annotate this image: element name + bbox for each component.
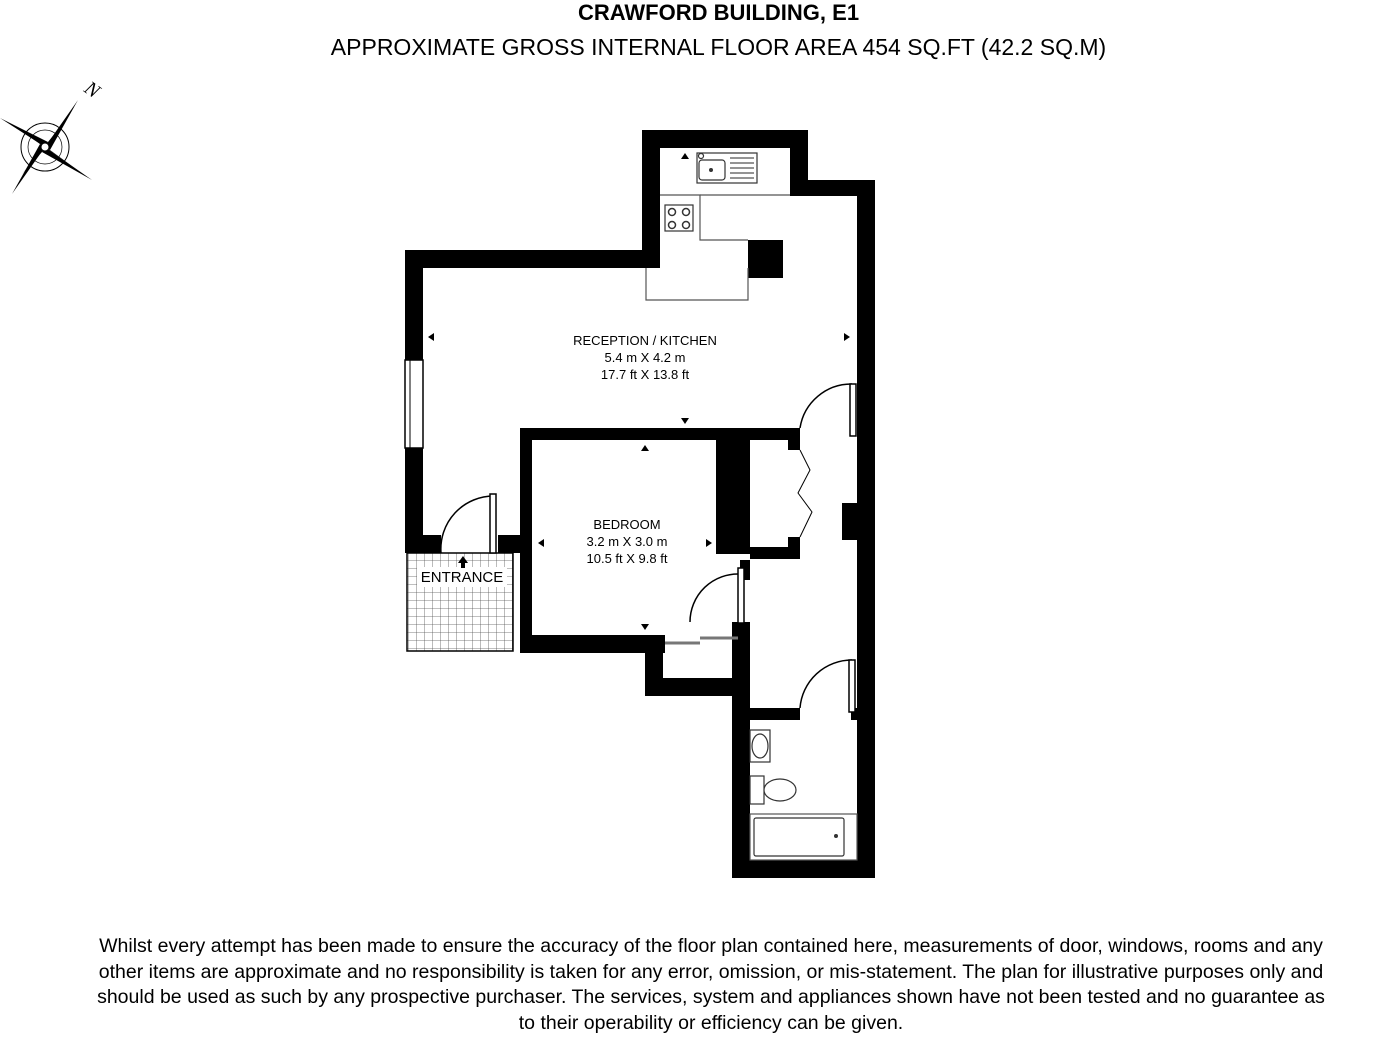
bedroom-imperial: 10.5 ft X 9.8 ft — [586, 551, 668, 566]
walls — [405, 130, 875, 878]
bedroom-metric: 3.2 m X 3.0 m — [586, 534, 668, 549]
floor-area-subtitle: APPROXIMATE GROSS INTERNAL FLOOR AREA 454 SQ.FT (42.2 SQ.M) — [330, 34, 1107, 60]
disclaimer-line: should be used as such by any prospective purchaser. The services, system and appliances shown have not been tested and no guarantee as — [97, 986, 1325, 1008]
disclaimer-line: Whilst every attempt has been made to ensure the accuracy of the floor plan contained here, measurements of door, windows, rooms and any — [99, 935, 1323, 957]
disclaimer-line: other items are approximate and no responsibility is taken for any error, omission, or mis-statement. The plan for illustrative purposes only and — [98, 960, 1324, 983]
reception-kitchen-metric: 5.4 m X 4.2 m — [604, 350, 686, 365]
reception-kitchen-name: RECEPTION / KITCHEN — [573, 333, 717, 348]
basin-icon — [750, 730, 770, 762]
reception-window — [405, 360, 423, 448]
compass-rose-icon — [0, 77, 105, 194]
disclaimer — [30, 934, 1391, 1036]
bath-icon — [750, 814, 857, 860]
reception-kitchen-imperial: 17.7 ft X 13.8 ft — [600, 367, 690, 382]
disclaimer-line: to their operability or efficiency can be given. — [518, 1011, 904, 1034]
bedroom-label — [587, 517, 668, 566]
plan-title: CRAWFORD BUILDING, E1 — [577, 0, 860, 25]
hob-icon — [665, 205, 693, 231]
entrance-label: ENTRANCE — [420, 569, 504, 586]
north-label: N — [80, 77, 104, 103]
bedroom-name: BEDROOM — [593, 517, 661, 532]
reception-kitchen-label — [573, 333, 717, 382]
toilet-icon — [750, 776, 796, 804]
